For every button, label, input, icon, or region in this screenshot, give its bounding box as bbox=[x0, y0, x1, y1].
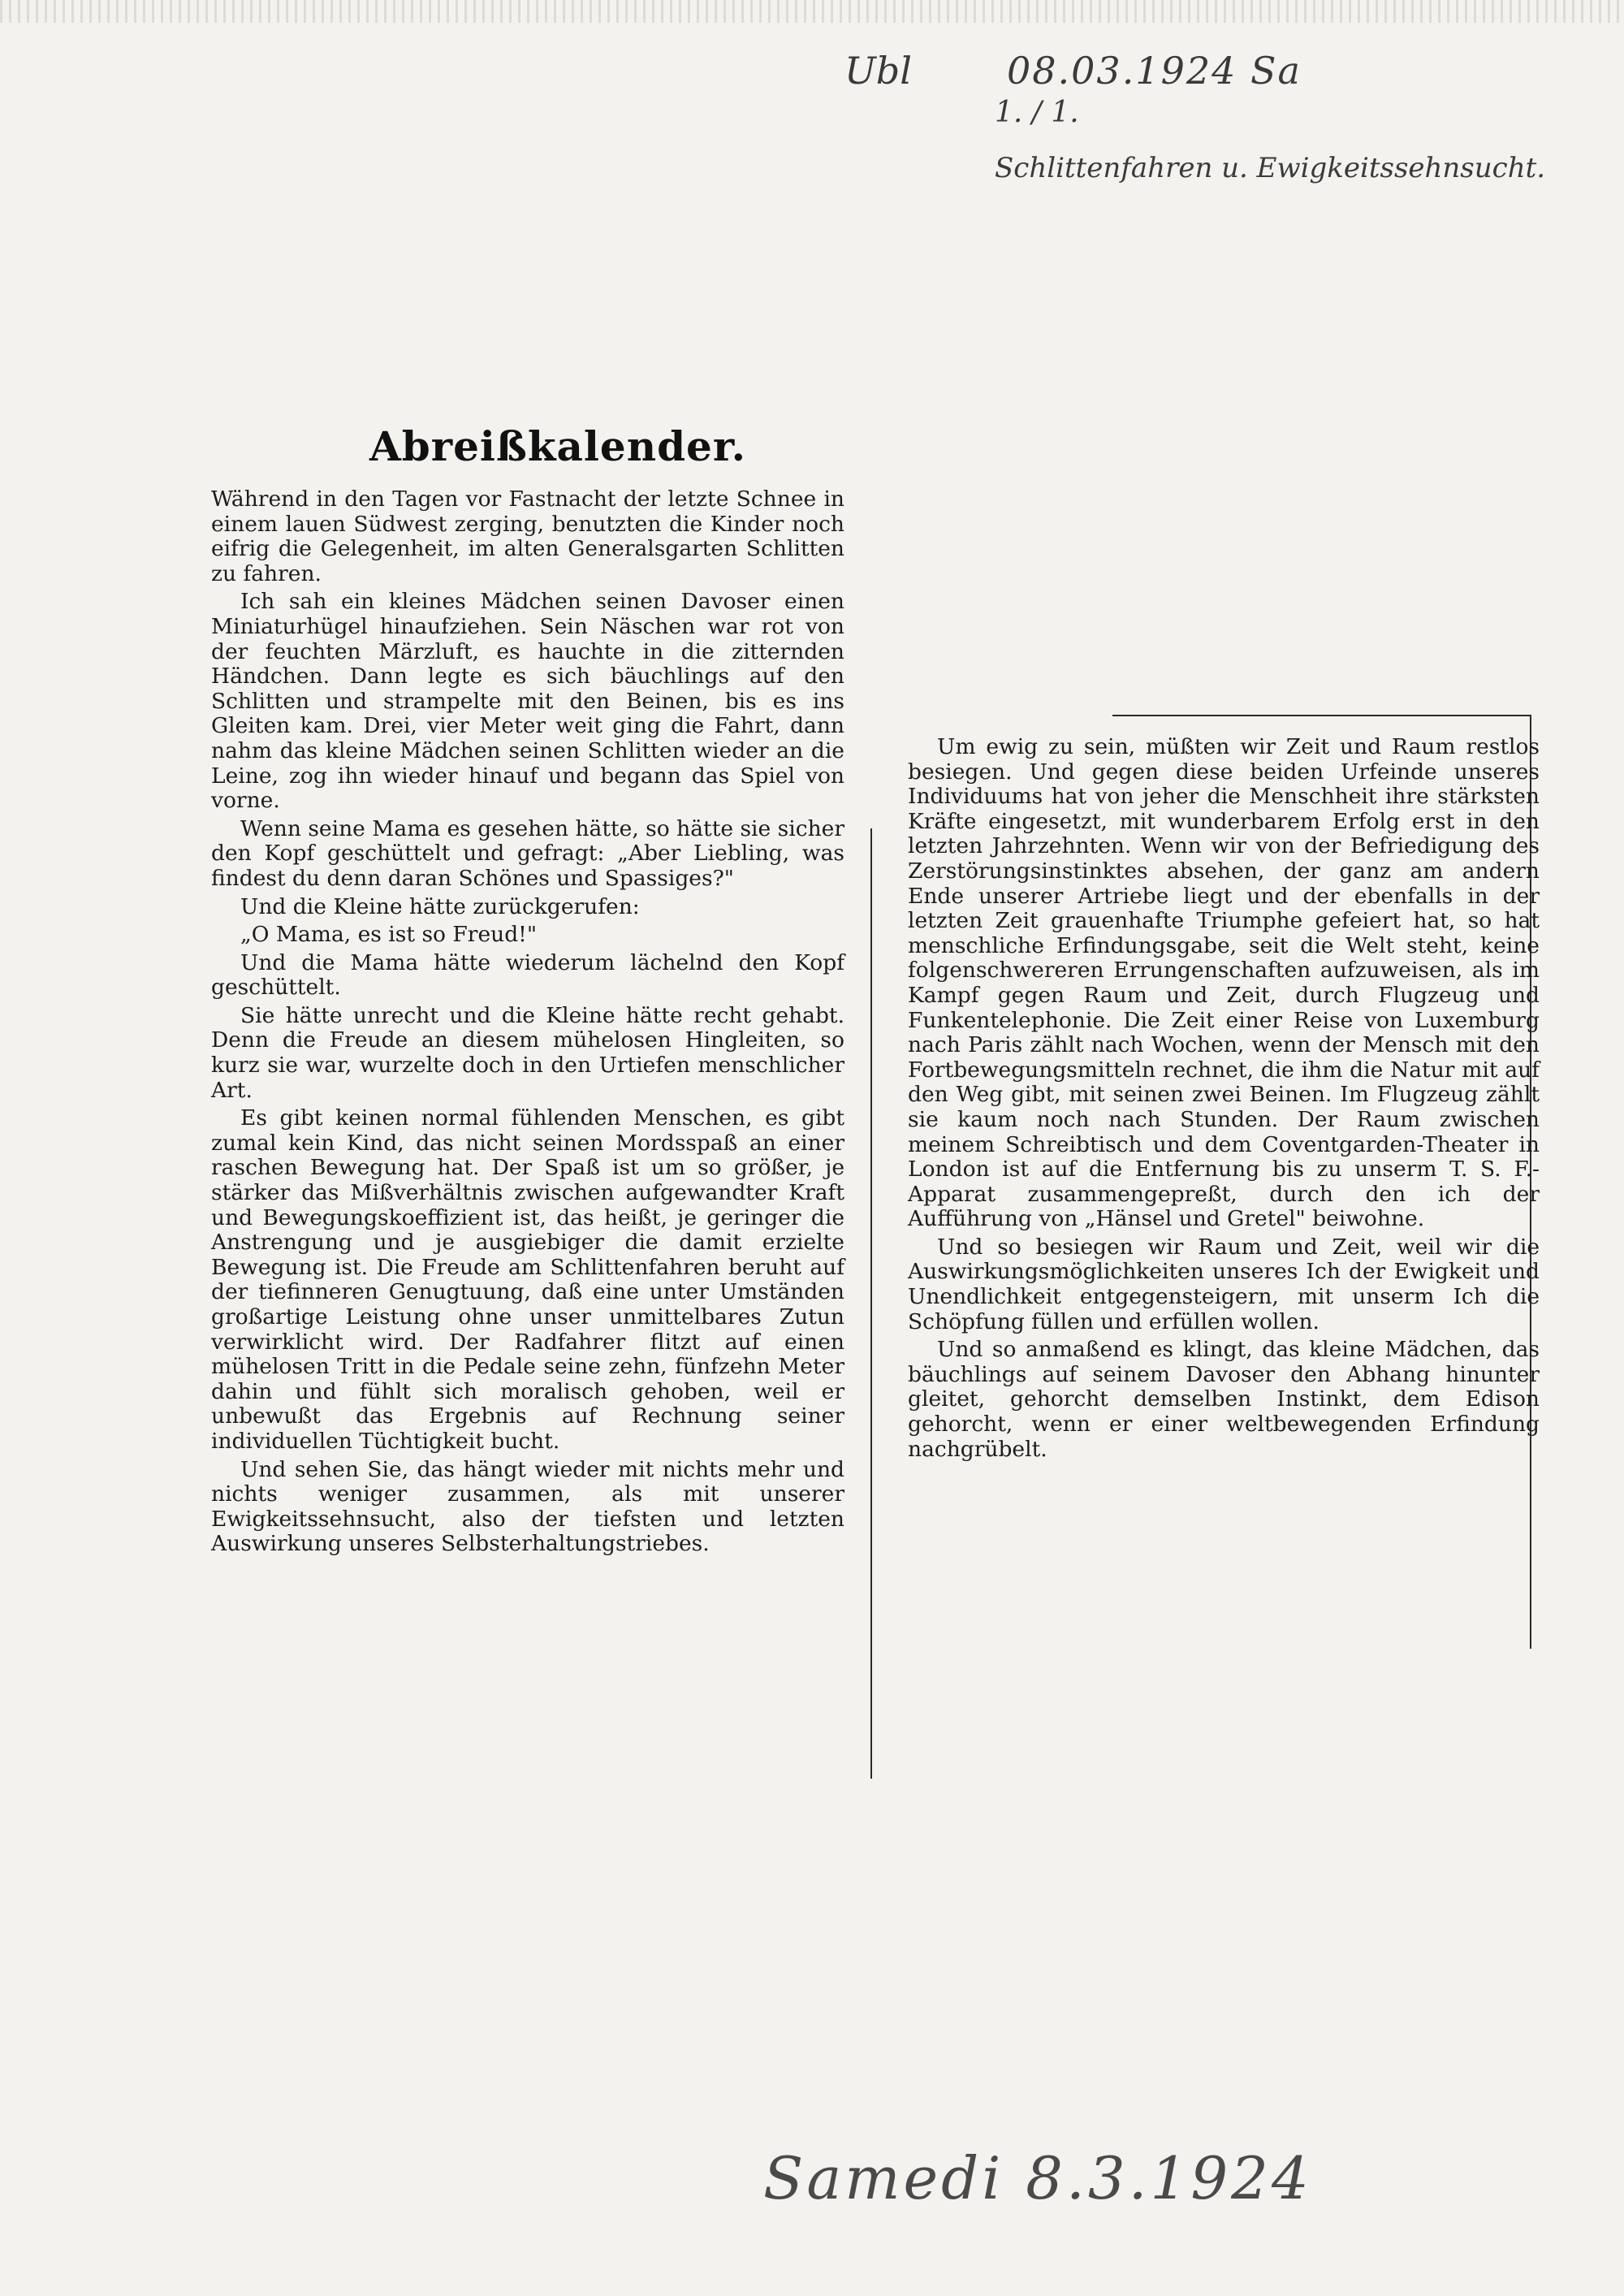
paragraph: „O Mama, es ist so Freud!" bbox=[240, 922, 538, 948]
handwritten-signature: Ubl bbox=[844, 49, 912, 93]
scan-edge-noise bbox=[0, 0, 1624, 23]
column-divider-left bbox=[870, 828, 872, 1779]
article-headline: Abreißkalender. bbox=[369, 422, 747, 470]
paragraph: Und so besiegen wir Raum und Zeit, weil wir die Auswirkungsmöglichkeiten unseres Ich der Ewigkeit und Unendlichkeit entgegensteigern, mit unserm Ich die Schöpfung füllen und erfüllen wollen. bbox=[908, 1234, 1540, 1334]
handwritten-number: 1. / 1. bbox=[995, 96, 1079, 129]
article-column-left bbox=[211, 487, 844, 1560]
column-divider-top bbox=[1112, 715, 1531, 716]
paragraph: Es gibt keinen normal fühlenden Menschen, es gibt zumal kein Kind, das nicht seinen Mordsspaß an einer raschen Bewegung hat. Der Spaß ist um so größer, je stärker das Mißverhältnis zwischen aufgewandter Kraft und Bewegungskoeffizient ist, das heißt, je geringer die Anstrengung und je ausgiebiger die damit erzielte Bewegung ist. Die Freude am Schlittenfahren beruht auf der tiefinneren Genugtuung, daß eine unter Umständen großartige Leistung ohne unser unmittelbares Zutun verwirklicht wird. Der Radfahrer flitzt auf einen mühelosen Tritt in die Pedale seine zehn, fünfzehn Meter dahin und fühlt sich moralisch gehoben, weil er unbewußt das Ergebnis auf Rechnung seiner individuellen Tüchtigkeit bucht. bbox=[211, 1105, 844, 1454]
paragraph: Sie hätte unrecht und die Kleine hätte recht gehabt. Denn die Freude an diesem mühelosen Hingleiten, so kurz sie war, wurzelte doch in den Urtiefen menschlicher Art. bbox=[211, 1002, 844, 1103]
paragraph: Wenn seine Mama es gesehen hätte, so hätte sie sicher den Kopf geschüttelt und gefragt: „Aber Liebling, was findest du denn daran Schönes und Spassiges?" bbox=[211, 815, 844, 891]
paragraph: Und sehen Sie, das hängt wieder mit nichts mehr und nichts weniger zusammen, als mit unserer Ewigkeitssehnsucht, also der tiefsten und letzten Auswirkung unseres Selbsterhaltungstriebes. bbox=[211, 1456, 844, 1557]
article-column-right bbox=[908, 735, 1540, 1465]
paragraph: Und so anmaßend es klingt, das kleine Mädchen, das bäuchlings auf seinem Davoser den Abhang hinunter gleitet, gehorcht demselben Instinkt, dem Edison gehorcht, wenn er einer weltbewegenden Erfindung nachgrübelt. bbox=[908, 1337, 1540, 1462]
handwritten-date: 08.03.1924 Sa bbox=[1007, 49, 1302, 93]
paragraph: Und die Mama hätte wiederum lächelnd den Kopf geschüttelt. bbox=[211, 949, 844, 1001]
paragraph: Und die Kleine hätte zurückgerufen: bbox=[240, 893, 640, 919]
paragraph: Ich sah ein kleines Mädchen seinen Davoser einen Miniaturhügel hinaufziehen. Sein Näschen war rot von der feuchten Märzluft, es hauchte in die zitternden Händchen. Dann legte es sich bäuchlings auf den Schlitten und strampelte mit den Beinen, bis es ins Gleiten kam. Drei, vier Meter weit ging die Fahrt, dann nahm das kleine Mädchen seinen Schlitten wieder an die Leine, zog ihn wieder hinauf und begann das Spiel von vorne. bbox=[211, 589, 844, 814]
handwritten-note: Schlittenfahren u. Ewigkeitssehnsucht. bbox=[995, 152, 1546, 184]
handwritten-bottom-date: Samedi 8.3.1924 bbox=[763, 2144, 1312, 2212]
paragraph: Um ewig zu sein, müßten wir Zeit und Raum restlos besiegen. Und gegen diese beiden Urfeinde unseres Individuums hat von jeher die Menschheit ihre stärksten Kräfte eingesetzt, mit wunderbarem Erfolg erst in den letzten Jahrzehnten. Wenn wir von der Befriedigung des Zerstörungsinstinktes absehen, der ganz am andern Ende unserer Artriebe liegt und der ebenfalls in der letzten Zeit grauenhafte Triumphe gefeiert hat, so hat menschliche Erfindungsgabe, seit die Welt steht, keine folgenschwereren Errungenschaften aufzuweisen, als im Kampf gegen Raum und Zeit, durch Flugzeug und Funkentelephonie. Die Zeit einer Reise von Luxemburg nach Paris zählt nach Wochen, wenn der Mensch mit den Fortbewegungsmitteln rechnet, die ihm die Natur mit auf den Weg gibt, mit seinen zwei Beinen. Im Flugzeug zählt sie kaum noch nach Stunden. Der Raum zwischen meinem Schreibtisch und dem Coventgarden-Theater in London ist auf die Entfernung bis zu unserm T. S. F.-Apparat zusammengepreßt, durch den ich der Aufführung von „Hänsel und Gretel" beiwohne. bbox=[908, 734, 1540, 1232]
paragraph: Während in den Tagen vor Fastnacht der letzte Schnee in einem lauen Südwest zerging, benutzten die Kinder noch eifrig die Gelegenheit, im alten Generalsgarten Schlitten zu fahren. bbox=[211, 486, 844, 586]
